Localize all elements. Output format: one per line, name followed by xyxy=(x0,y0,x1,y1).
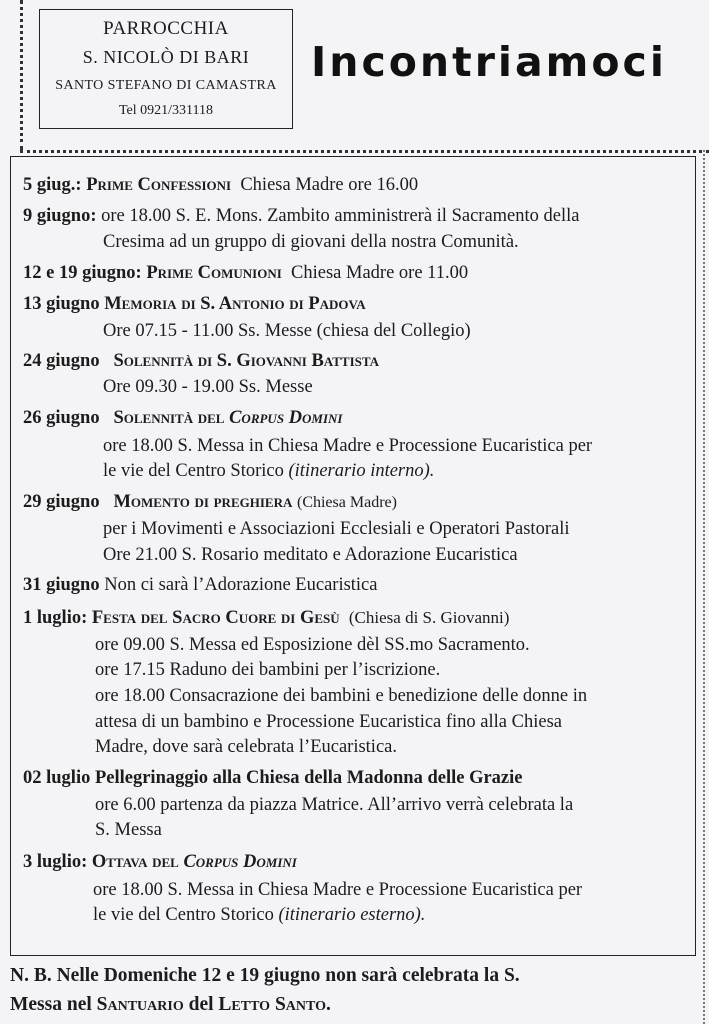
entry-11 xyxy=(23,852,297,873)
entry-7-line3: Ore 21.00 S. Rosario meditato e Adorazione Eucaristica xyxy=(103,545,518,565)
entry-date: 02 luglio xyxy=(23,768,91,788)
entry-11-line3: le vie del Centro Storico (itinerario esterno). xyxy=(93,905,426,925)
entry-10-line3: S. Messa xyxy=(95,820,162,840)
entry-label: Memoria di S. Antonio di Padova xyxy=(104,294,366,314)
dotted-border-top xyxy=(20,150,709,153)
entry-text: Non ci sarà l’Adorazione Eucaristica xyxy=(104,575,378,595)
parish-tel: Tel 0921/331118 xyxy=(118,103,214,118)
entry-label: Ottava del xyxy=(91,852,179,872)
entry-2-line2: Cresima ad un gruppo di giovani della nostra Comunità. xyxy=(103,232,519,252)
entry-date: 9 giugno: xyxy=(23,206,97,226)
entry-date: 1 luglio: xyxy=(23,608,88,628)
footer-note-line2: Messa nel Santuario del Letto Santo. xyxy=(10,994,331,1015)
entry-label-italic: Corpus Domini xyxy=(229,408,343,428)
entry-7 xyxy=(23,492,397,513)
entry-10-line2: ore 6.00 partenza da piazza Matrice. All’arrivo verrà celebrata la xyxy=(95,795,574,815)
entry-6-line2: ore 18.00 S. Messa in Chiesa Madre e Processione Eucaristica per xyxy=(103,436,593,456)
entry-6 xyxy=(23,408,343,429)
entry-label: Prime Comunioni xyxy=(146,263,282,283)
entry-date: 31 giugno xyxy=(23,575,100,595)
dotted-border-right xyxy=(703,150,705,1024)
entry-4 xyxy=(23,294,366,315)
parish-line2: S. NICOLÒ DI BARI xyxy=(82,47,250,67)
entry-6-line3: le vie del Centro Storico (itinerario interno). xyxy=(103,461,435,481)
entry-label-italic: Corpus Domini xyxy=(183,852,297,872)
entry-label: Pellegrinaggio alla Chiesa della Madonna delle Grazie xyxy=(94,768,523,788)
page-title: Incontriamoci xyxy=(311,38,667,86)
entry-9 xyxy=(23,608,509,629)
entry-5 xyxy=(23,351,379,372)
entry-date: 13 giugno xyxy=(23,294,100,314)
entry-label: Solennità del xyxy=(113,408,225,428)
entry-9-line5: attesa di un bambino e Processione Eucaristica fino alla Chiesa xyxy=(95,712,562,732)
entry-8 xyxy=(23,575,377,596)
entry-note: (Chiesa Madre) xyxy=(296,494,397,511)
entry-label: Solennità di S. Giovanni Battista xyxy=(113,351,379,371)
entry-9-line6: Madre, dove sarà celebrata l’Eucaristica. xyxy=(95,737,397,757)
entry-7-line2: per i Movimenti e Associazioni Ecclesiali e Operatori Pastorali xyxy=(103,519,570,539)
entry-date: 5 giug.: xyxy=(23,175,82,195)
entry-4-line2: Ore 07.15 - 11.00 Ss. Messe (chiesa del Collegio) xyxy=(103,321,471,341)
entry-9-line2: ore 09.00 S. Messa ed Esposizione dèl SS.mo Sacramento. xyxy=(95,635,530,655)
entry-2 xyxy=(23,206,579,227)
entry-9-line3: ore 17.15 Raduno dei bambini per l’iscrizione. xyxy=(95,660,441,680)
entry-date: 26 giugno xyxy=(23,408,100,428)
entry-label: Momento di preghiera xyxy=(113,492,293,512)
entry-date: 24 giugno xyxy=(23,351,100,371)
parish-line3: SANTO STEFANO DI CAMASTRA xyxy=(55,78,277,93)
entry-1 xyxy=(23,175,418,196)
schedule-box xyxy=(10,156,696,956)
entry-date: 12 e 19 giugno: xyxy=(23,263,142,283)
parish-box xyxy=(39,9,293,129)
entry-date: 3 luglio: xyxy=(23,852,88,872)
entry-note: Chiesa Madre ore 11.00 xyxy=(291,263,469,283)
entry-text: ore 18.00 S. E. Mons. Zambito amministrerà il Sacramento della xyxy=(101,206,580,226)
entry-label: Prime Confessioni xyxy=(86,175,232,195)
entry-9-line4: ore 18.00 Consacrazione dei bambini e benedizione delle donne in xyxy=(95,686,588,706)
entry-label: Festa del Sacro Cuore di Gesù xyxy=(91,608,340,628)
footer-note-line1: N. B. Nelle Domeniche 12 e 19 giugno non sarà celebrata la S. xyxy=(10,965,520,986)
entry-5-line2: Ore 09.30 - 19.00 Ss. Messe xyxy=(103,377,313,397)
entry-10 xyxy=(23,768,523,789)
dotted-border-left xyxy=(20,0,23,150)
parish-line1: PARROCCHIA xyxy=(103,18,229,39)
entry-note: Chiesa Madre ore 16.00 xyxy=(240,175,419,195)
entry-note: (Chiesa di S. Giovanni) xyxy=(348,608,510,627)
entry-3 xyxy=(23,263,468,284)
entry-11-line2: ore 18.00 S. Messa in Chiesa Madre e Processione Eucaristica per xyxy=(93,880,583,900)
entry-date: 29 giugno xyxy=(23,492,100,512)
